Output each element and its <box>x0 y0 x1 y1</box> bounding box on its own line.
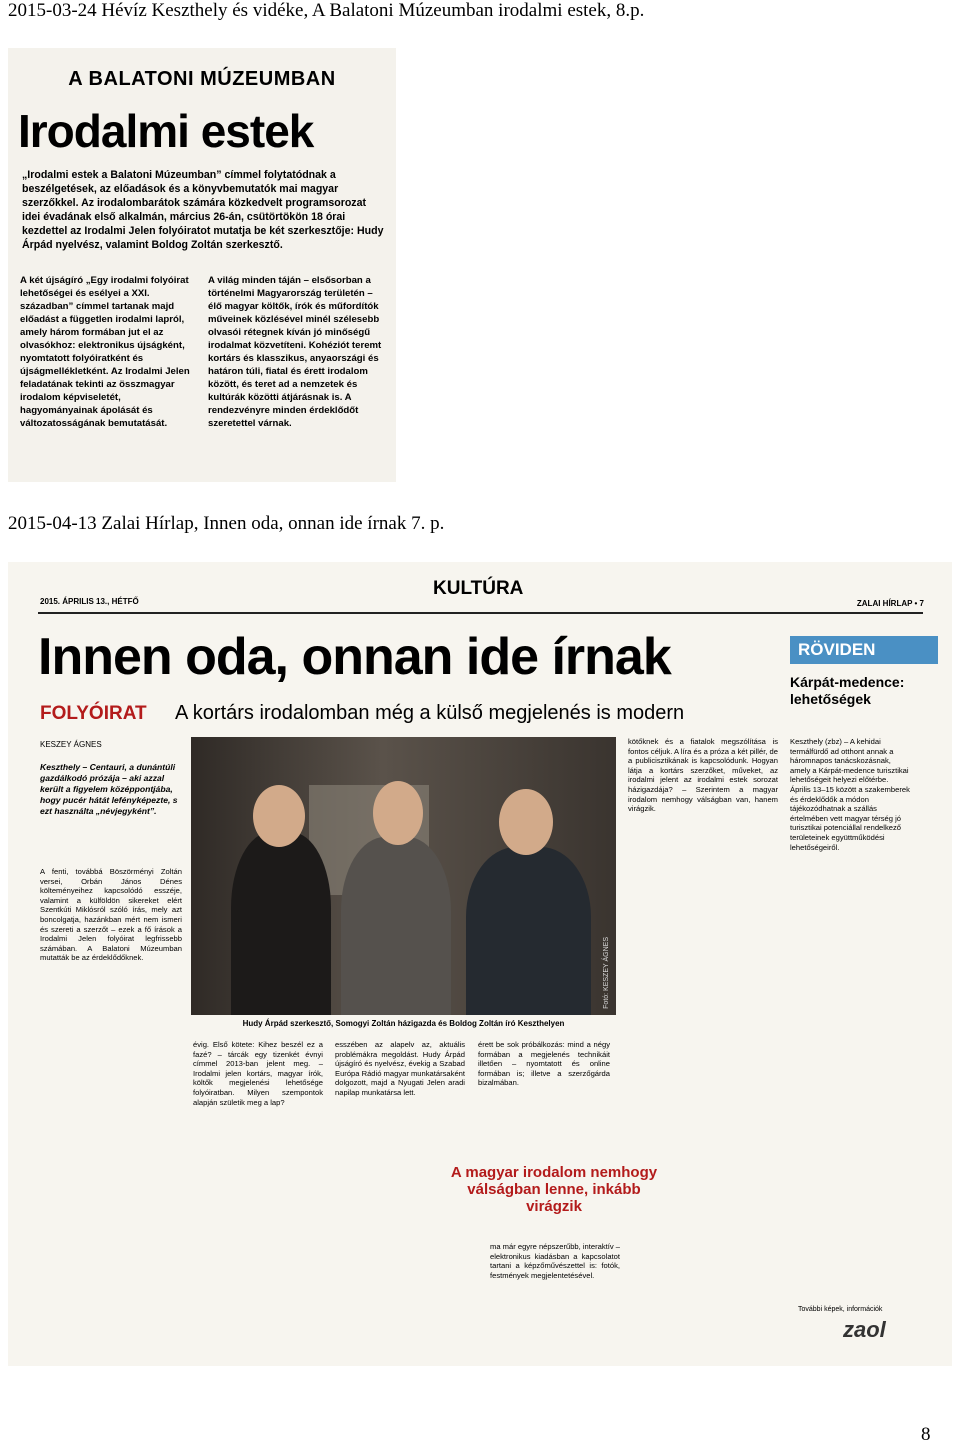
article-photo <box>191 737 616 1015</box>
clipping-2-tag: FOLYÓIRAT <box>40 703 147 724</box>
article-column-6: ma már egyre népszerűbb, interaktív – elektronikus kiadásban a kapcsolatot tartani a képzőművészettel is: fotók, festmények megjelentetésével. <box>490 1242 620 1280</box>
article-column-2: évig. Első kötete: Kihez beszél ez a fazé? – tárcák egy tizenkét évnyi címmel 2013-ban jelent meg. – Irodalmi jelen kortárs, magyar írók, költők megjelenési lehetősége folyóiratban. Milyen szempontok alapján születik meg a lap? <box>193 1040 323 1107</box>
page-number: 8 <box>921 1424 931 1445</box>
clipping-2-deck: A kortárs irodalomban még a külső megjelenés is modern <box>175 702 685 724</box>
clipping-2-headline: Innen oda, onnan ide írnak <box>38 628 671 686</box>
photo-person-middle <box>341 837 451 1015</box>
article-column-4: érett be sok próbálkozás: mind a négy formában a megjelenés technikáit illetően – nyomtatott és online formában is; illetve a szerzőgárda bizalmában. <box>478 1040 610 1088</box>
photo-person-left <box>231 832 331 1015</box>
more-info-label: További képek, információk <box>798 1306 883 1313</box>
clipping-1-title: Irodalmi estek <box>18 105 314 157</box>
clipping-1-column-left: A két újságíró „Egy irodalmi folyóirat lehetőségei és esélyei a XXI. században” címmel tartanak majd előadást a független irodalmi lapról, amely három formában jut el az olvasókhoz: elektronikus újságként, nyomtatott folyóiratként és újságmellékletként. Az Irodalmi Jelen feladatának tekinti az összmagyar irodalom képviseletét, hagyományainak ápolását és változatosságának bemutatását. <box>20 275 190 429</box>
clipping-2-author: KESZEY ÁGNES <box>40 740 102 749</box>
clipping-1-column-right: A világ minden táján – elsősorban a történelmi Magyarország területén – élő magyar költők, írók és műfordítók műveinek közlésével minél szélesebb olvasói rétegnek kíván jó minőségű irodalmat közvetíteni. Kohéziót teremt kortárs és klasszikus, anyaországi és határon túli, fiatal és érett irodalom között, és teret ad a nemzetek és kultúrák közötti átjárásnak is. A rendezvényre minden érdeklődőt szeretettel várnak. <box>208 275 382 429</box>
clipping-2-paper-name: ZALAI HÍRLAP • 7 <box>856 599 924 608</box>
pull-quote: A magyar irodalom nemhogy válságban lenne, inkább virágzik <box>450 1164 658 1215</box>
clipping-2-date: 2015. ÁPRILIS 13., HÉTFŐ <box>40 597 139 606</box>
article-column-3: esszében az alapelv az, aktuális problémákra megoldást. Hudy Árpád újságíró és nyelvész, évekig a Szabad Európa Rádió magyar munkatársaként dolgozott, majd a Nyugati Jelen aradi napilap munkatársa lett. <box>335 1040 466 1097</box>
clipping-caption-1: 2015-03-24 Hévíz Keszthely és vidéke, A Balatoni Múzeumban irodalmi estek, 8.p. <box>8 0 645 21</box>
roviden-title: Kárpát-medence: lehetőségek <box>790 674 905 707</box>
photo-head-left <box>253 785 305 847</box>
newspaper-clipping-1 <box>8 48 396 482</box>
clipping-2-section: KULTÚRA <box>433 578 524 599</box>
article-column-1: A fenti, továbbá Böszörményi Zoltán versei, Orbán János Dénes költeményeihez kapcsolódó esszéje, valamint a külföldön sikereket elért Szentkúti Miklósról szóló írás, mely azt boncolgatja, hazánkban mért nem ismeri és szereti a szerzőt – ezek a fő írások a Irodalmi Jelen folyóirat legfrissebb számában. A Balatoni Múzeumban mutatták be az érdeklődőknek. <box>40 867 182 963</box>
header-rule <box>38 612 923 614</box>
photo-head-middle <box>373 781 423 845</box>
newspaper-clipping-2 <box>8 562 952 1366</box>
clipping-2-intro: Keszthely – Centauri, a dunántúli gazdálkodó prózája – aki azzal került a figyelem középpontjába, hogy pucér hátát lefényképezte, s ezt használta „névjegyként”. <box>40 762 178 816</box>
photo-person-right <box>466 847 591 1015</box>
photo-caption: Hudy Árpád szerkesztő, Somogyi Zoltán házigazda és Boldog Zoltán író Keszthelyen <box>242 1019 565 1028</box>
clipping-1-lead: „Irodalmi estek a Balatoni Múzeumban” címmel folytatódnak a beszélgetések, az előadások és a könyvbemutatók mai magyar szerzőkkel. Az irodalombarátok számára közkedvelt programsorozat idei évadának első alkalmán, március 26-án, csütörtökön 18 órai kezdettel az Irodalmi Jelen folyóiratot mutatja be két szerkesztője: Hudy Árpád nyelvész, valamint Boldog Zoltán szerkesztő. <box>22 169 384 251</box>
zaol-logo: zaol <box>843 1317 886 1342</box>
article-column-5: kötőknek és a fiatalok megszólítása is fontos céljuk. A líra és a próza a két pillér, de a publicisztikának is kapcsolódunk. Hogyan látja a kortárs szerzőket, műveket, az irodalmi jelent az irodalmi estek sorozat házigazdája? – Szerintem a magyar irodalom nemhogy válságban van, hanem virágzik. <box>628 737 778 814</box>
roviden-text: Keszthely (zbz) – A kehidai termálfürdő ad otthont annak a háromnapos tanácskozásnak, amely a Kárpát-medence turisztikai lehetőségeit helyezi előtérbe. Április 13–15 között a szakemberek és érdeklődők a módon tájékozódhatnak a szállás értelmében vett magyar térség jó turisztikai potenciállal rendelkező területeinek együttműködési lehetőségeiről. <box>790 737 910 852</box>
clipping-1-kicker: A BALATONI MÚZEUMBAN <box>68 68 336 90</box>
photo-head-right <box>499 789 553 855</box>
roviden-header: RÖVIDEN <box>790 636 938 664</box>
clipping-caption-2: 2015-04-13 Zalai Hírlap, Innen oda, onnan ide írnak 7. p. <box>8 513 445 534</box>
photo-credit: Fotó: KESZEY ÁGNES <box>603 937 610 1009</box>
